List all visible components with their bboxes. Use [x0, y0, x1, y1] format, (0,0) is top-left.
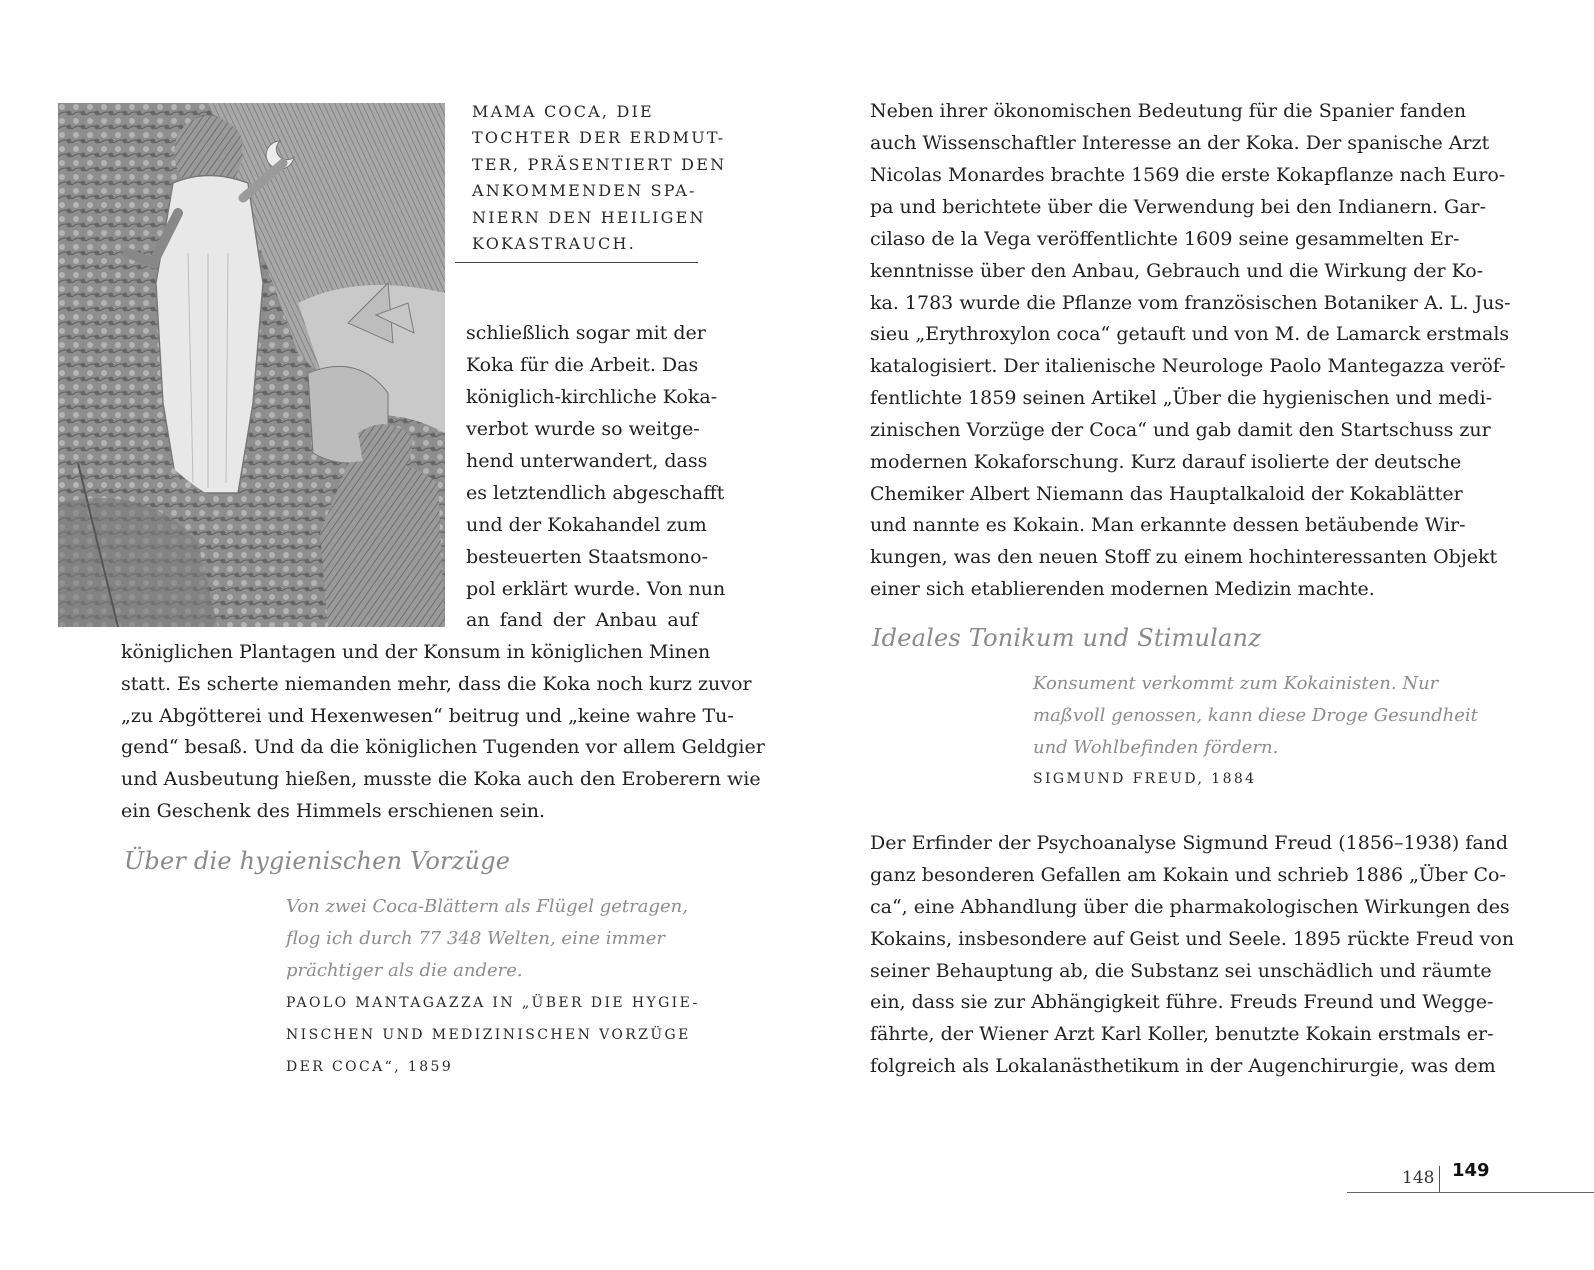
body-line: verbot wurde so weitge-: [466, 418, 700, 440]
body-line: gend“ besaß. Und da die königlichen Tugenden vor allem Geldgier: [121, 736, 765, 758]
epigraph-attribution: DER COCA“, 1859: [286, 1059, 454, 1075]
epigraph-attribution: PAOLO MANTAGAZZA IN „ÜBER DIE HYGIE-: [286, 995, 700, 1011]
body-line: Chemiker Albert Niemann das Hauptalkaloid der Kokablätter: [870, 483, 1463, 505]
body-line: es letztendlich abgeschafft: [466, 482, 725, 504]
body-line: schließlich sogar mit der: [466, 322, 706, 344]
epigraph-line: Von zwei Coca-Blättern als Flügel getragen,: [286, 896, 688, 917]
body-line: „zu Abgötterei und Hexenwesen“ beitrug und „keine wahre Tu-: [121, 705, 734, 727]
body-line: modernen Kokaforschung. Kurz darauf isolierte der deutsche: [870, 451, 1462, 473]
footer-rule: [1347, 1192, 1594, 1193]
caption-line: KOKASTRAUCH.: [472, 234, 636, 254]
body-line: königlich-kirchliche Koka-: [466, 386, 718, 408]
epigraph-line: flog ich durch 77 348 Welten, eine immer: [286, 928, 665, 949]
caption-divider: [455, 262, 698, 263]
page-number-divider: [1439, 1166, 1440, 1192]
page-number-left: 148: [1402, 1168, 1435, 1188]
epigraph-line: Konsument verkommt zum Kokainisten. Nur: [1033, 673, 1439, 694]
body-line: und Ausbeutung hießen, musste die Koka auch den Eroberern wie: [121, 768, 761, 790]
body-line: ein, dass sie zur Abhängigkeit führe. Freuds Freund und Wegge-: [870, 991, 1494, 1013]
epigraph-line: und Wohlbefinden fördern.: [1033, 737, 1279, 758]
body-line: katalogisiert. Der italienische Neurologe Paolo Mantegazza veröf-: [870, 355, 1506, 377]
body-line: pol erklärt wurde. Von nun: [466, 578, 726, 600]
epigraph-attribution: NISCHEN UND MEDIZINISCHEN VORZÜGE: [286, 1027, 691, 1043]
body-line: seiner Behauptung ab, die Substanz sei unschädlich und räumte: [870, 960, 1492, 982]
body-line: ein Geschenk des Himmels erschienen sein.: [121, 800, 546, 822]
illustration-artwork: [58, 103, 445, 627]
body-line: Kokains, insbesondere auf Geist und Seele. 1895 rückte Freud von: [870, 928, 1515, 950]
section-heading: Über die hygienischen Vorzüge: [124, 847, 511, 875]
caption-line: TER, PRÄSENTIERT DEN: [472, 154, 727, 174]
body-line: Koka für die Arbeit. Das: [466, 354, 699, 376]
caption-line: TOCHTER DER ERDMUT-: [472, 128, 726, 148]
caption-line: NIERN DEN HEILIGEN: [472, 207, 706, 227]
body-line: sieu „Erythroxylon coca“ getauft und von M. de Lamarck erstmals: [870, 323, 1510, 345]
body-line: ganz besonderen Gefallen am Kokain und schrieb 1886 „Über Co-: [870, 864, 1506, 886]
engraving-illustration: [58, 103, 445, 627]
body-line: cilaso de la Vega veröffentlichte 1609 seine gesammelten Er-: [870, 228, 1460, 250]
body-line: hend unterwandert, dass: [466, 450, 708, 472]
body-line: folgreich als Lokalanästhetikum in der Augenchirurgie, was dem: [870, 1055, 1496, 1077]
body-line: ca“, eine Abhandlung über die pharmakologischen Wirkungen des: [870, 896, 1510, 918]
caption-line: MAMA COCA, DIE: [472, 102, 654, 121]
illustration-caption: [472, 99, 727, 257]
body-line: und nannte es Kokain. Man erkannte dessen betäubende Wir-: [870, 514, 1466, 536]
body-line: einer sich etablierenden modernen Medizin machte.: [870, 578, 1375, 600]
page-number-right: 149: [1452, 1160, 1490, 1181]
epigraph-attribution: SIGMUND FREUD, 1884: [1033, 771, 1257, 787]
body-line: Der Erfinder der Psychoanalyse Sigmund Freud (1856–1938) fand: [870, 832, 1509, 854]
body-line: statt. Es scherte niemanden mehr, dass die Koka noch kurz zuvor: [121, 673, 752, 695]
epigraph-line: maßvoll genossen, kann diese Droge Gesundheit: [1033, 705, 1478, 726]
body-line: fentlichte 1859 seinen Artikel „Über die hygienischen und medi-: [870, 387, 1493, 409]
body-line: besteuerten Staatsmono-: [466, 546, 708, 568]
body-line: Neben ihrer ökonomischen Bedeutung für die Spanier fanden: [870, 100, 1467, 122]
section-heading: Ideales Tonikum und Stimulanz: [872, 624, 1262, 652]
body-line: zinischen Vorzüge der Coca“ und gab damit den Startschuss zur: [870, 419, 1491, 441]
body-line: königlichen Plantagen und der Konsum in königlichen Minen: [121, 641, 711, 663]
body-line: und der Kokahandel zum: [466, 514, 707, 536]
body-line: ka. 1783 wurde die Pflanze vom französischen Botaniker A. L. Jus-: [870, 292, 1511, 314]
caption-line: ANKOMMENDEN SPA-: [472, 181, 697, 201]
body-line: kenntnisse über den Anbau, Gebrauch und die Wirkung der Ko-: [870, 260, 1484, 282]
body-line: fährte, der Wiener Arzt Karl Koller, benutzte Kokain erstmals er-: [870, 1023, 1494, 1045]
body-line: kungen, was den neuen Stoff zu einem hochinteressanten Objekt: [870, 546, 1498, 568]
body-line: Nicolas Monardes brachte 1569 die erste Kokapflanze nach Euro-: [870, 164, 1506, 186]
epigraph-line: prächtiger als die andere.: [286, 960, 523, 981]
body-line: pa und berichtete über die Verwendung bei den Indianern. Gar-: [870, 196, 1487, 218]
body-line: an fand der Anbau auf: [466, 609, 698, 631]
body-line: auch Wissenschaftler Interesse an der Koka. Der spanische Arzt: [870, 132, 1490, 154]
